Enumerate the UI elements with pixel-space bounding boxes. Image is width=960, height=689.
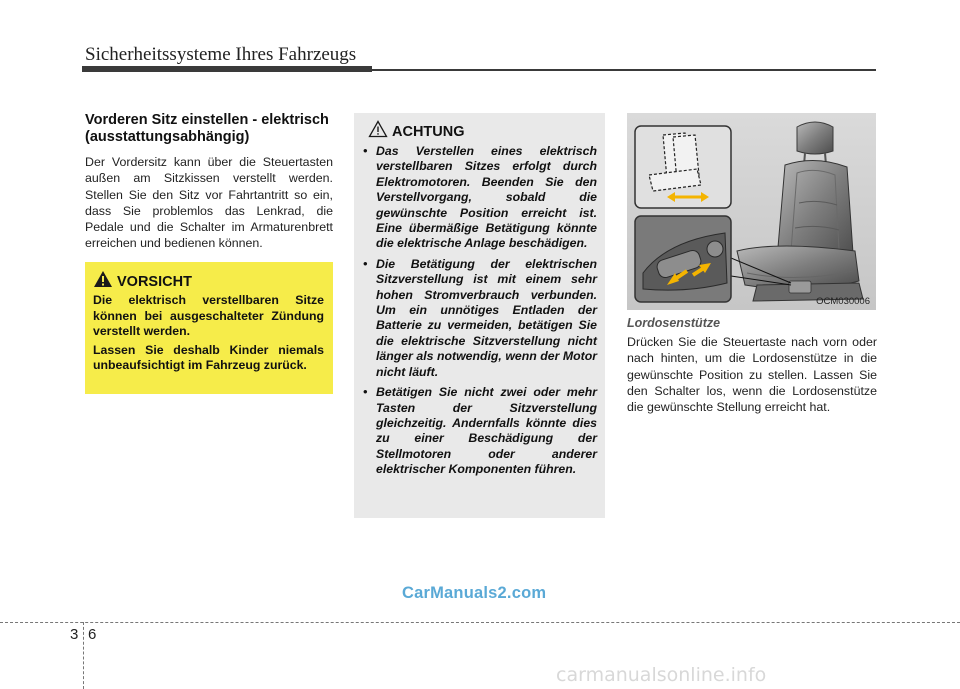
achtung-item bbox=[362, 144, 597, 252]
seat-adjust-section bbox=[85, 112, 333, 252]
section-text: Der Vordersitz kann über die Steuertasten außen am Sitzkissen verstellt werden. Stellen Sie den Sitz vor Fahrtantritt so ein, dass Sie problemlos das Lenkrad, die Pedale und die Schalter im Armaturenbrett erreichen und bedienen können. bbox=[85, 155, 333, 251]
footer-vline bbox=[83, 622, 84, 689]
header-rule-thick bbox=[82, 66, 372, 72]
lordose-section bbox=[627, 316, 877, 415]
achtung-item bbox=[362, 385, 597, 477]
watermark-footer: carmanualsonline.info bbox=[556, 664, 767, 686]
vorsicht-paragraph: Die elektrisch verstellbaren Sitze können bei ausgeschalteter Zündung verstellt werden. bbox=[93, 293, 324, 338]
vorsicht-box bbox=[85, 262, 333, 394]
vorsicht-paragraph: Lassen Sie deshalb Kinder niemals unbeaufsichtigt im Fahrzeug zurück. bbox=[93, 342, 324, 372]
lordose-heading: Lordosenstütze bbox=[627, 316, 721, 330]
warning-triangle-icon bbox=[93, 270, 113, 293]
seat-illustration bbox=[627, 113, 876, 310]
page-section-number: 3 bbox=[70, 626, 79, 643]
warning-outline-icon bbox=[368, 120, 388, 143]
seat-figure bbox=[627, 113, 876, 310]
achtung-item-text: Betätigen Sie nicht zwei oder mehr Tasten der Sitzverstellung gleichzeitig. Andernfalls könnte dies zu einer Beschädigung der Stellmotoren oder anderer elektrischer Komponenten führen. bbox=[376, 385, 597, 477]
bullet: • bbox=[363, 144, 368, 158]
section-heading: Vorderen Sitz einstellen - elektrisch (ausstattungsabhängig) bbox=[85, 112, 329, 145]
watermark-link[interactable]: CarManuals2.com bbox=[402, 584, 547, 602]
bullet: • bbox=[363, 256, 368, 271]
achtung-item bbox=[362, 257, 597, 380]
achtung-list bbox=[362, 144, 597, 478]
figure-label: OCM030006 bbox=[816, 296, 870, 307]
vorsicht-title: VORSICHT bbox=[117, 273, 192, 290]
lordose-text: Drücken Sie die Steuertaste nach vorn oder nach hinten, um die Lordosenstütze in die gewünschte Position zu stellen. Lassen Sie den Schalter los, wenn die Lordosenstütze die gewünschte Stellung erreicht hat. bbox=[627, 335, 877, 415]
achtung-item-text: Das Verstellen eines elektrisch verstellbaren Sitzes erfolgt durch Elektromotoren. Beenden Sie den Verstellvorgang, sobald die gewünschte Position erreicht ist. Eine übermäßige Betätigung könnte die elektrische Anlage beschädigen. bbox=[376, 144, 597, 251]
achtung-item-text: Die Betätigung der elektrischen Sitzverstellung ist mit einem sehr hohen Stromverbrauch verbunden. Um ein unnötiges Entladen der Batterie zu vermeiden, betätigen Sie die elektrische Sitzverstellung nicht länger als notwendig, wenn der Motor nicht läuft. bbox=[376, 256, 597, 379]
achtung-title: ACHTUNG bbox=[392, 123, 465, 140]
achtung-box bbox=[354, 113, 605, 518]
page-number: 6 bbox=[88, 626, 97, 643]
bullet: • bbox=[363, 385, 368, 400]
header-rule-thin bbox=[372, 69, 876, 71]
footer-rule bbox=[0, 622, 960, 623]
page-header-title: Sicherheitssysteme Ihres Fahrzeugs bbox=[85, 44, 357, 65]
